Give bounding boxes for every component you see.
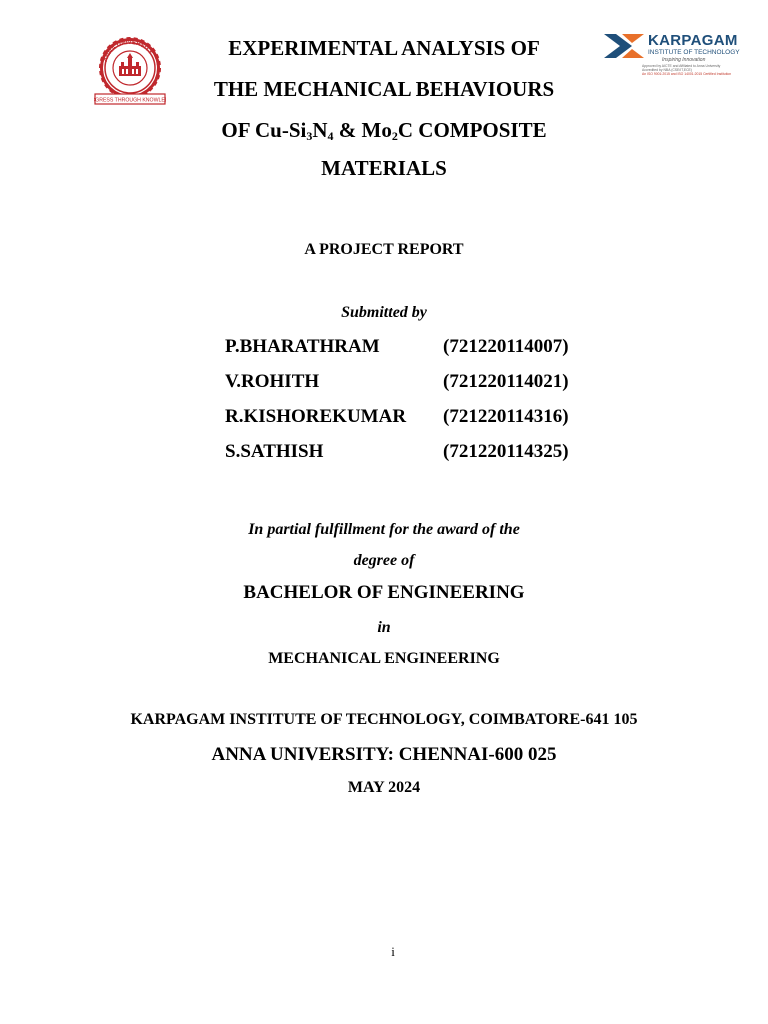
student-id: (721220114316) — [443, 406, 569, 427]
karpagam-fine-print: An ISO 9001:2015 and ISO 14001:2015 Certified Institution — [642, 72, 732, 76]
fulfillment-line-2: degree of — [353, 552, 415, 569]
title-line-1: EXPERIMENTAL ANALYSIS OF — [228, 36, 540, 60]
karpagam-subtitle: INSTITUTE OF TECHNOLOGY — [648, 49, 740, 56]
title-line-4: MATERIALS — [321, 156, 447, 180]
karpagam-name: KARPAGAM — [648, 32, 738, 49]
student-name: S.SATHISH — [225, 441, 324, 462]
university: ANNA UNIVERSITY: CHENNAI-600 025 — [211, 744, 557, 765]
degree: BACHELOR OF ENGINEERING — [243, 582, 525, 603]
anna-logo-banner-text: GRESS THROUGH KNOWLE — [95, 97, 165, 104]
karpagam-fine-print: Accredited by NBA (CSE/IT,ECE) — [642, 68, 692, 72]
institute: KARPAGAM INSTITUTE OF TECHNOLOGY, COIMBATORE-641 105 — [130, 711, 638, 728]
report-type: A PROJECT REPORT — [304, 241, 464, 258]
submitted-by: Submitted by — [341, 304, 427, 321]
fulfillment-line-1: In partial fulfillment for the award of the — [248, 521, 520, 538]
anna-logo-ring-text: ANNA UNIVERSITY — [102, 39, 154, 63]
discipline: MECHANICAL ENGINEERING — [268, 650, 500, 667]
in-word: in — [377, 619, 391, 636]
student-name: P.BHARATHRAM — [225, 336, 380, 357]
student-name: R.KISHOREKUMAR — [225, 406, 407, 427]
karpagam-fine-print: Approved by AICTE and Affiliated to Anna University — [642, 64, 721, 68]
karpagam-tagline: Inspiring Innovation — [662, 57, 706, 63]
student-name: V.ROHITH — [225, 371, 320, 392]
student-id: (721220114021) — [443, 371, 569, 392]
title-line-2: THE MECHANICAL BEHAVIOURS — [213, 77, 555, 101]
student-id: (721220114007) — [443, 336, 569, 357]
student-id: (721220114325) — [443, 441, 569, 462]
title-line-3: OF $Cu-Si_3N_4$ & $Mo_2C$ COMPOSITE — [221, 118, 547, 143]
date: MAY 2024 — [347, 779, 421, 796]
page-number: i — [391, 944, 395, 959]
